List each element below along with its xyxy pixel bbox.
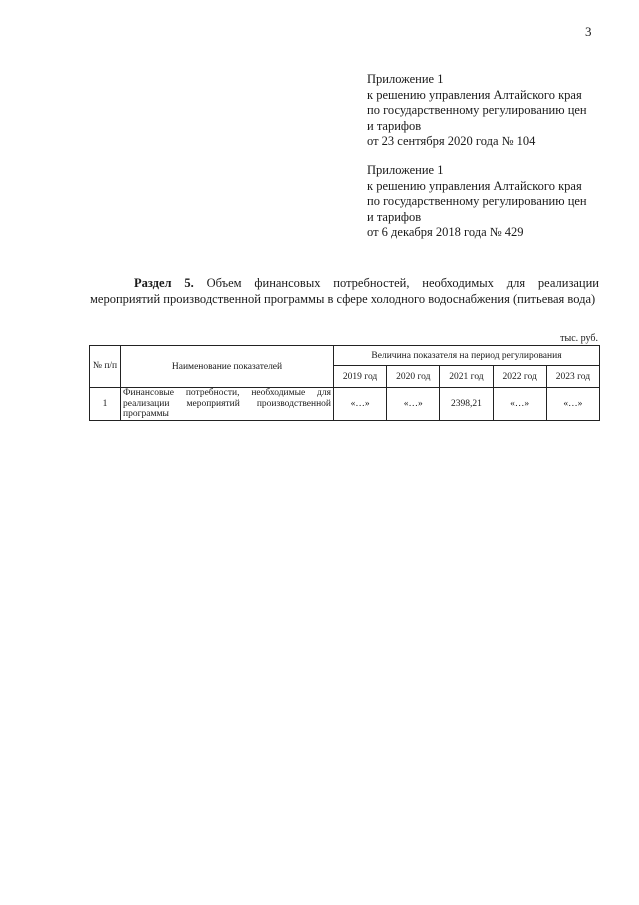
row-indicator-name: Финансовые потребности, необходимые для реализации мероприятий производственной программы [121,388,334,421]
appendix-line: от 6 декабря 2018 года № 429 [367,225,524,239]
row-value: «…» [493,388,546,421]
row-value: «…» [387,388,440,421]
column-header-number: № п/п [90,346,121,388]
appendix-line: по государственному регулированию цен [367,194,587,208]
appendix-note-original [367,163,617,241]
column-header-period: Величина показателя на период регулирования [334,346,600,366]
appendix-line: и тарифов [367,209,422,224]
units-label: тыс. руб. [560,333,598,344]
financial-needs-table [89,345,600,421]
column-header-year: 2022 год [493,366,546,388]
appendix-line: по государственному регулированию цен [367,103,587,117]
row-number: 1 [90,388,121,421]
appendix-line: от 23 сентября 2020 года № 104 [367,134,536,148]
column-header-year: 2021 год [440,366,493,388]
appendix-line: к решению управления Алтайского края [367,87,582,102]
row-value: «…» [546,388,599,421]
table-row [90,388,600,421]
section-label: Раздел 5. [134,276,194,290]
section-text: Объем финансовых потребностей, необходимых для реализации мероприятий производственной программы в сфере холодного водоснабжения (питьевая вода) [90,276,599,306]
appendix-line: Приложение 1 [367,72,444,86]
appendix-note-current [367,72,617,150]
page-number: 3 [585,24,592,39]
appendix-line: Приложение 1 [367,163,444,177]
table-header-row [90,346,600,366]
section-title [90,276,599,307]
appendix-line: и тарифов [367,118,422,133]
column-header-year: 2019 год [334,366,387,388]
column-header-year: 2023 год [546,366,599,388]
row-value: 2398,21 [440,388,493,421]
column-header-name: Наименование показателей [121,346,334,388]
row-value: «…» [334,388,387,421]
column-header-year: 2020 год [387,366,440,388]
appendix-line: к решению управления Алтайского края [367,178,582,193]
